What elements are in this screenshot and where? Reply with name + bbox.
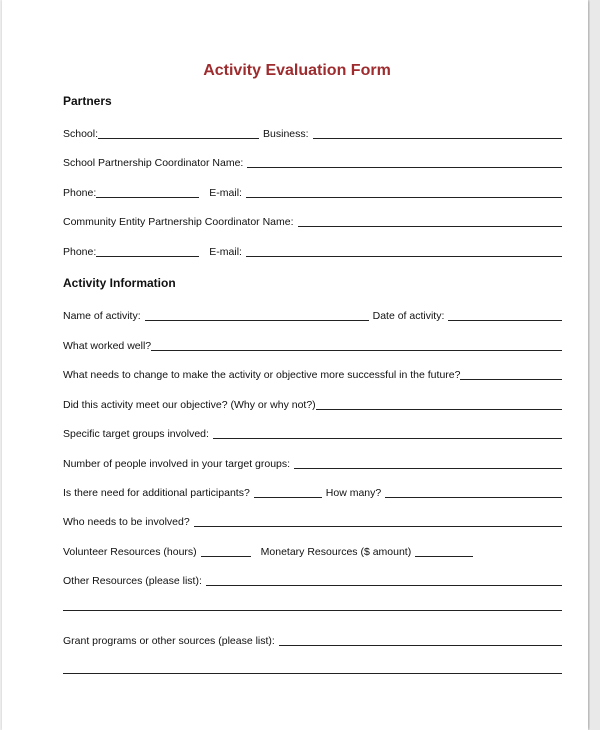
how-many-label: How many? (325, 487, 382, 499)
email-field[interactable] (246, 197, 562, 198)
activity-date-label: Date of activity: (372, 310, 445, 322)
viewer-scroll-edge (590, 0, 600, 730)
row-needs-change (63, 366, 562, 382)
num-people-label: Number of people involved in your target groups: (63, 458, 291, 470)
met-objective-field[interactable] (316, 409, 562, 410)
other-resources-label: Other Resources (please list): (63, 575, 202, 587)
num-people-field[interactable] (294, 468, 562, 469)
community-email-field[interactable] (246, 256, 562, 257)
needs-change-label: What needs to change to make the activity or objective more successful in the future? (63, 369, 461, 381)
row-grant-programs (63, 632, 562, 648)
worked-well-field[interactable] (151, 350, 562, 351)
community-email-label: E-mail: (209, 246, 242, 258)
phone-field[interactable] (96, 197, 199, 198)
row-school-business (63, 125, 562, 141)
needs-change-field[interactable] (460, 379, 562, 380)
worked-well-label: What worked well? (63, 340, 152, 352)
monetary-field[interactable] (415, 556, 473, 557)
row-phone-email-1 (63, 184, 562, 200)
community-phone-label: Phone: (63, 246, 97, 258)
activity-name-field[interactable] (145, 320, 369, 321)
school-field[interactable] (98, 138, 259, 139)
met-objective-label: Did this activity meet our objective? (Why or why not?) (63, 399, 316, 411)
row-who-needs (63, 513, 562, 529)
volunteer-label: Volunteer Resources (hours) (63, 546, 197, 558)
monetary-label: Monetary Resources ($ amount) (260, 546, 412, 558)
row-num-people (63, 455, 562, 471)
row-other-resources (63, 572, 562, 588)
other-resources-field[interactable] (206, 585, 562, 586)
business-label: Business: (263, 128, 309, 140)
target-groups-label: Specific target groups involved: (63, 428, 209, 440)
activity-name-label: Name of activity: (63, 310, 141, 322)
other-resources-extra-line[interactable] (63, 610, 562, 611)
grant-programs-extra-line[interactable] (63, 673, 562, 674)
business-field[interactable] (313, 138, 562, 139)
additional-participants-field[interactable] (254, 497, 322, 498)
row-school-coordinator (63, 154, 562, 170)
who-needs-field[interactable] (194, 526, 562, 527)
phone-label: Phone: (63, 187, 97, 199)
school-coordinator-field[interactable] (247, 167, 562, 168)
school-label: School: (63, 128, 99, 140)
row-additional-participants (63, 484, 562, 500)
row-target-groups (63, 425, 562, 441)
community-coordinator-label: Community Entity Partnership Coordinator Name: (63, 216, 294, 228)
row-worked-well (63, 337, 562, 353)
school-coordinator-label: School Partnership Coordinator Name: (63, 157, 244, 169)
volunteer-field[interactable] (201, 556, 251, 557)
section-heading-activity: Activity Information (63, 276, 176, 290)
row-phone-email-2 (63, 243, 562, 259)
row-activity-name-date (63, 307, 562, 323)
community-phone-field[interactable] (96, 256, 199, 257)
email-label: E-mail: (209, 187, 242, 199)
section-heading-partners: Partners (63, 94, 112, 108)
additional-participants-label: Is there need for additional participants? (63, 487, 250, 499)
form-title: Activity Evaluation Form (203, 62, 391, 79)
target-groups-field[interactable] (213, 438, 562, 439)
how-many-field[interactable] (385, 497, 562, 498)
row-community-coordinator (63, 213, 562, 229)
grant-programs-field[interactable] (279, 645, 562, 646)
grant-programs-label: Grant programs or other sources (please list): (63, 635, 275, 647)
row-resources (63, 543, 562, 559)
row-met-objective (63, 396, 562, 412)
form-page (2, 0, 588, 730)
activity-date-field[interactable] (448, 320, 562, 321)
community-coordinator-field[interactable] (298, 226, 562, 227)
who-needs-label: Who needs to be involved? (63, 516, 190, 528)
